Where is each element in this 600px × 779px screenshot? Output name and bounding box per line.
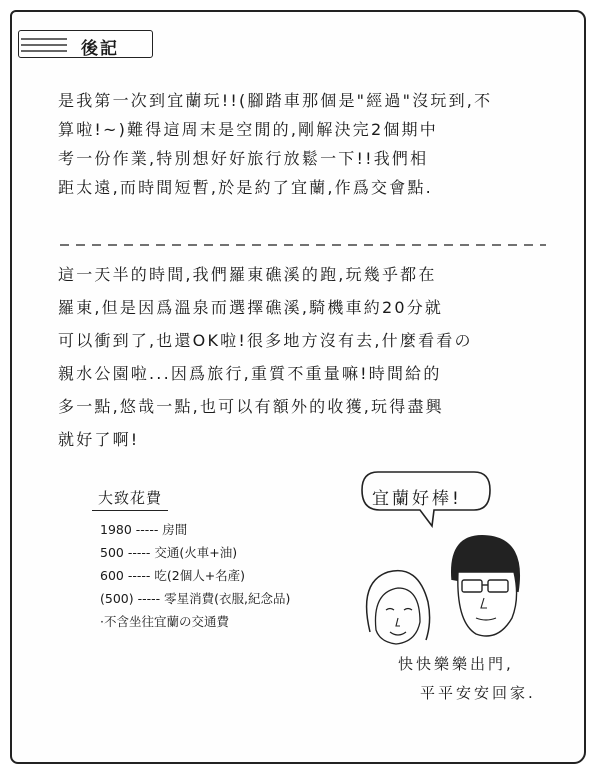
dashed-divider [60, 242, 546, 248]
speech-bubble-text: 宜蘭好棒! [372, 489, 462, 509]
text-line: 就好了啊! [58, 430, 140, 449]
text-line: 距太遠,而時間短暫,於是約了宜蘭,作爲交會點. [58, 178, 433, 197]
text-line: 羅東,但是因爲溫泉而選擇礁溪,騎機車約20分就 [58, 298, 444, 317]
cost-item: 500 ----- 交通(火車+油) [100, 545, 238, 560]
couple-illustration-icon [358, 522, 538, 652]
caption-line-1: 快快樂樂出門, [398, 655, 514, 673]
text-line: 算啦!~)難得這周末是空閒的,剛解決完2個期中 [58, 120, 438, 139]
text-line: 是我第一次到宜蘭玩!!(腳踏車那個是"經過"沒玩到,不 [58, 91, 493, 110]
title-box [18, 30, 153, 58]
paragraph-1 [58, 86, 492, 202]
cost-item: (500) ----- 零星消費(衣服,紀念品) [100, 591, 291, 606]
cost-item: ·不含坐往宜蘭の交通費 [100, 614, 229, 629]
cost-heading: 大致花費 [92, 485, 168, 511]
decorative-lines-icon [19, 33, 69, 55]
text-line: 可以衝到了,也還OK啦!很多地方沒有去,什麼看看の [58, 331, 473, 350]
text-line: 親水公園啦...因爲旅行,重質不重量嘛!時間給的 [58, 364, 442, 383]
text-line: 這一天半的時間,我們羅東礁溪的跑,玩幾乎都在 [58, 265, 437, 284]
cost-item: 600 ----- 吃(2個人+名產) [100, 568, 246, 583]
cost-list [100, 518, 290, 633]
paragraph-2 [58, 258, 473, 456]
text-line: 考一份作業,特別想好好旅行放鬆一下!!我們相 [58, 149, 429, 168]
cost-item: 1980 ----- 房間 [100, 522, 188, 537]
text-line: 多一點,悠哉一點,也可以有額外的收獲,玩得盡興 [58, 397, 444, 416]
caption-line-2: 平平安安回家. [420, 684, 536, 702]
page-title: 後記 [81, 39, 119, 59]
